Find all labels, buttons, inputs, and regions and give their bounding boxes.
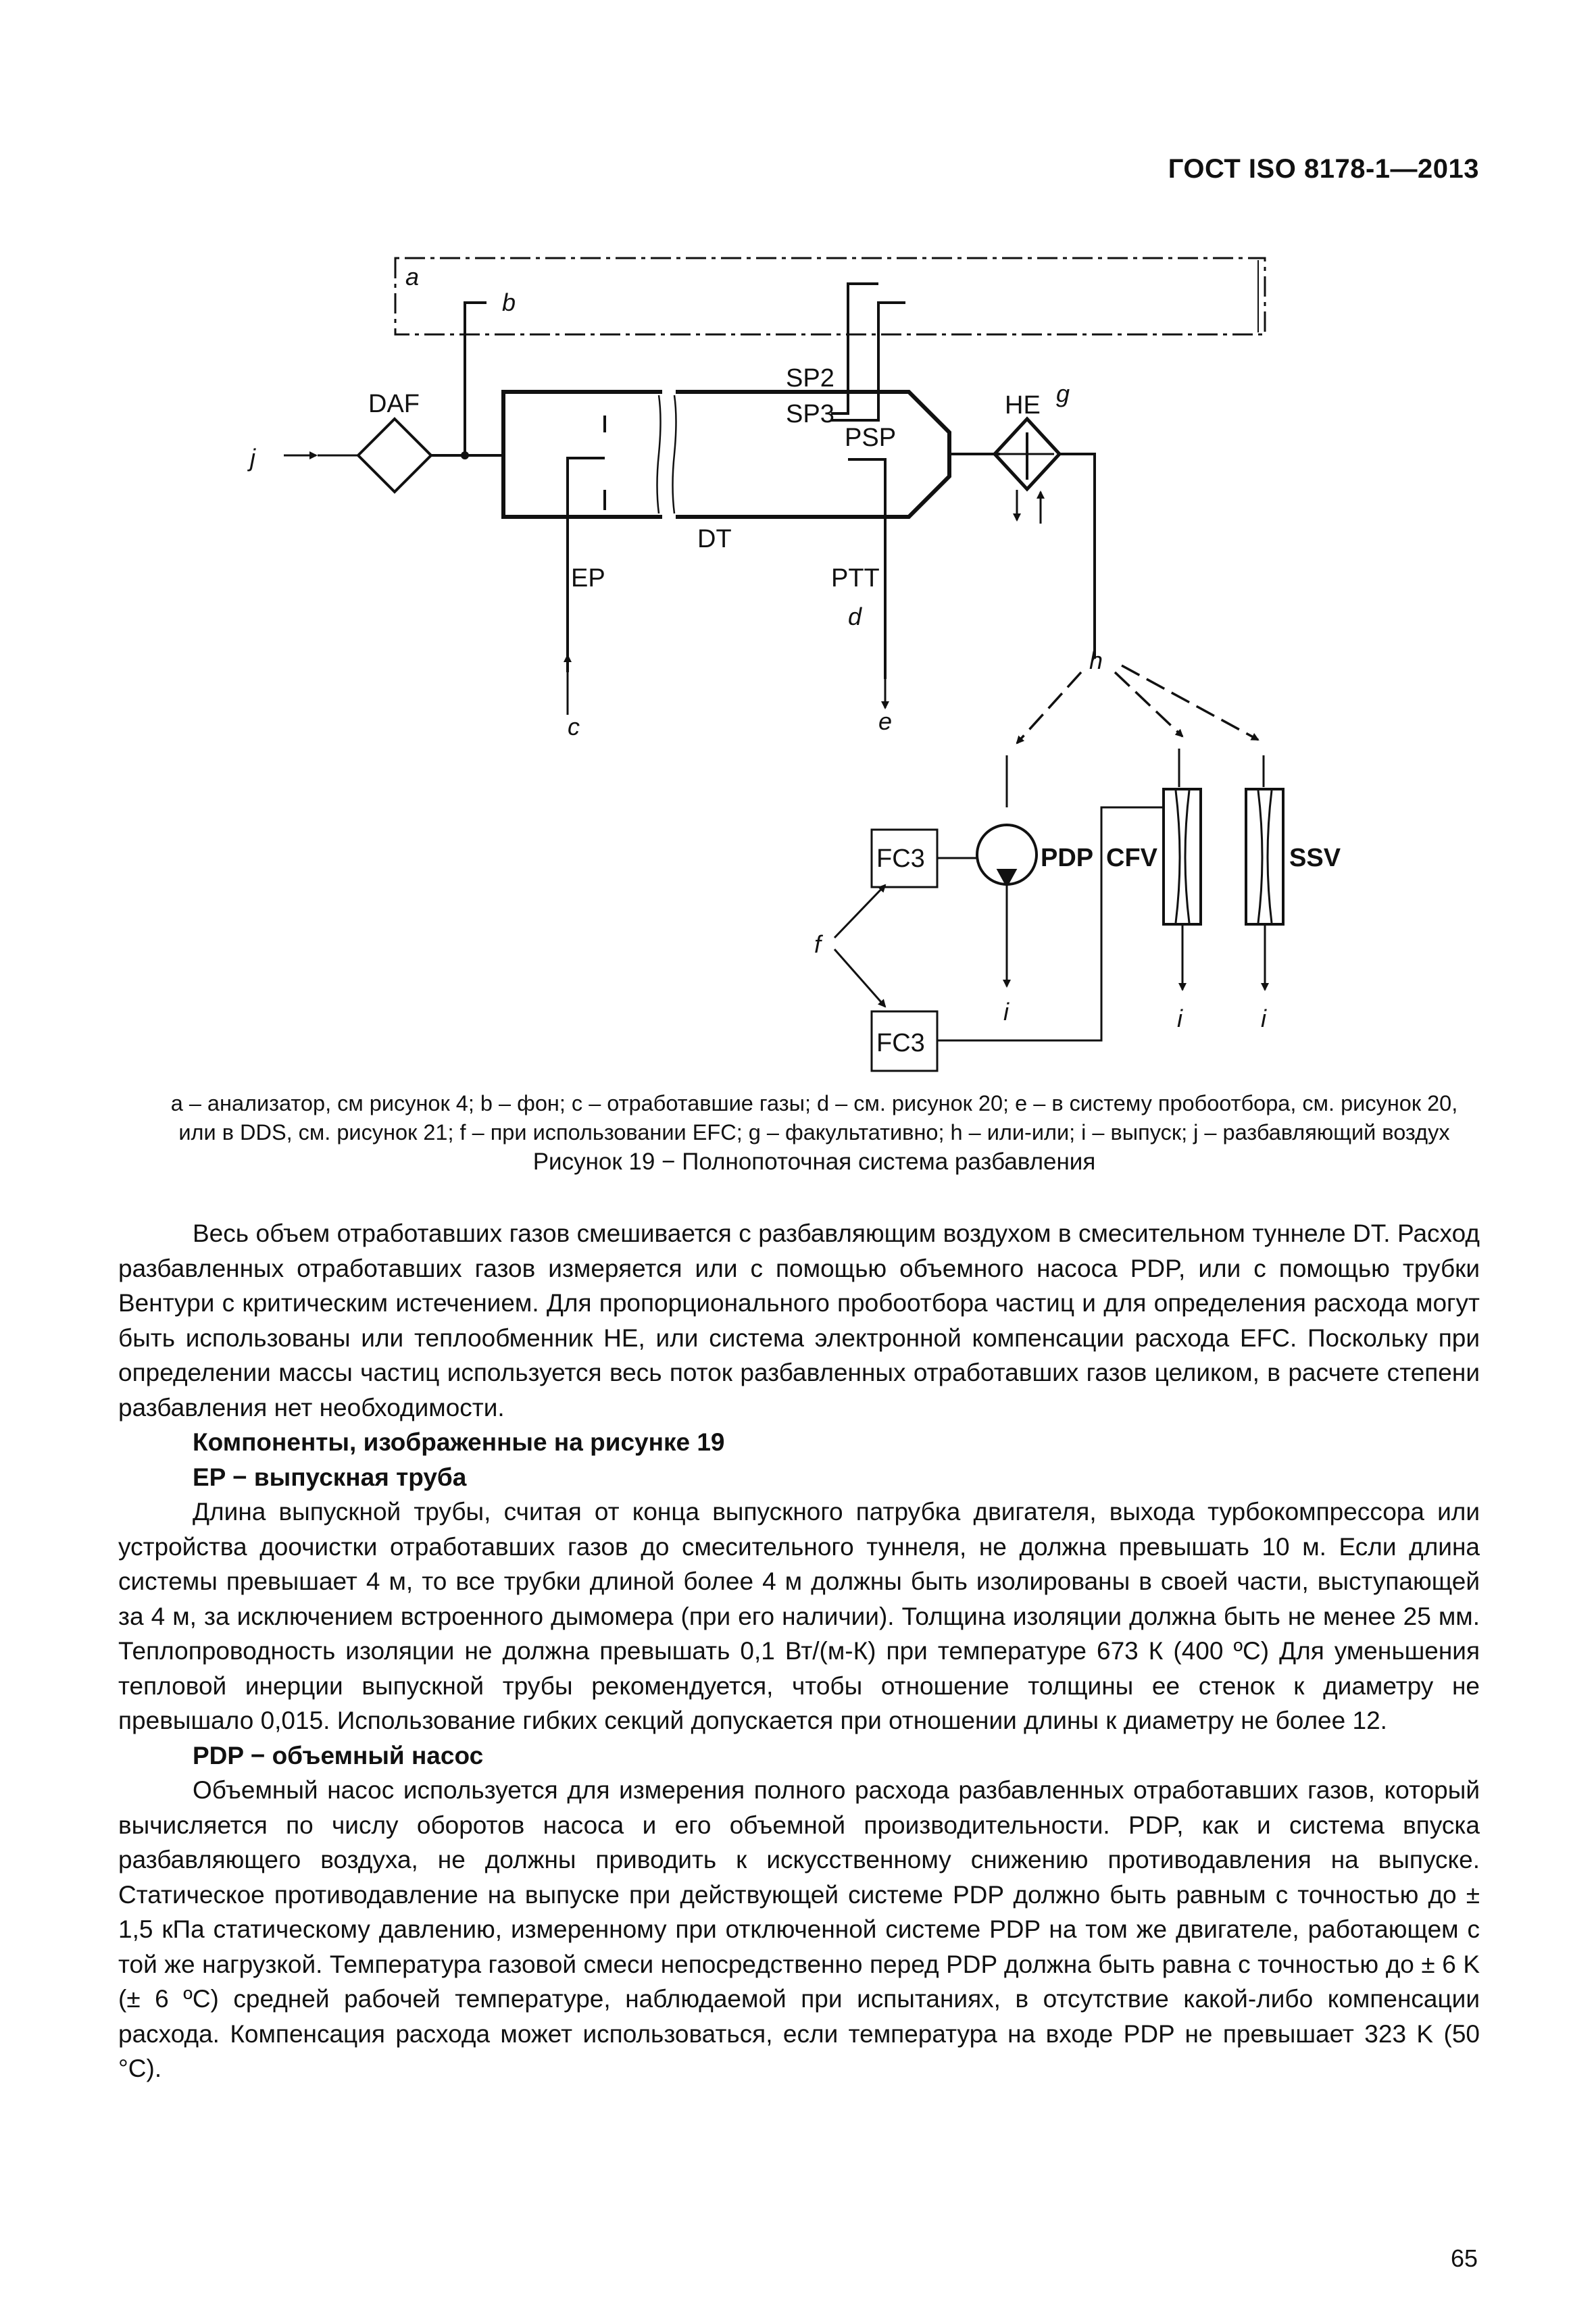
either-or-branches [1017, 665, 1258, 743]
label-i-3: i [1261, 1005, 1266, 1032]
label-g: g [1056, 380, 1070, 407]
label-b: b [502, 288, 516, 316]
page-number: 65 [1450, 2244, 1478, 2272]
label-e: e [878, 707, 893, 735]
figure-legend [155, 1089, 1473, 1147]
pdp-pump [977, 825, 1037, 885]
sample-probes [831, 284, 905, 420]
label-f: f [814, 930, 822, 958]
label-pdp: PDP [1041, 844, 1094, 872]
label-i-1: i [1003, 998, 1009, 1026]
dilution-system-schematic [0, 0, 1596, 1095]
body-text [118, 1216, 1480, 2086]
label-sp3: SP3 [786, 400, 834, 428]
label-cfv: CFV [1106, 844, 1157, 872]
label-h: h [1089, 647, 1103, 674]
label-fc3-bottom: FC3 [876, 1029, 925, 1057]
label-c: c [568, 713, 580, 740]
figure-caption: Рисунок 19 − Полнопоточная система разбавления [532, 1149, 1096, 1175]
label-fc3-top: FC3 [876, 845, 925, 873]
label-i-2: i [1177, 1005, 1182, 1032]
analyzer-frame [395, 258, 1265, 334]
daf-filter [358, 419, 431, 492]
label-he: HE [1005, 391, 1041, 420]
outflow-line [1059, 454, 1095, 659]
pdp-paragraph: Объемный насос используется для измерения полного расхода разбавленных отработавших газов, который вычисляется по числу оборотов насоса и его объемной производительности. PDP, как и система впуска разбавляющего воздуха, не должны приводить к искусственному снижению противодавления на выпуске. Статическое противодавление на выпуске при действующей системе PDP должно быть равным с точностью до ± 1,5 кПа статическому давлению, измеренному при отключенной системе PDP на том же двигателе, работающем с той же нагрузкой. Температура газовой смеси непосредственно перед PDP должна быть равна с точностью до ± 6 K (± 6 ºС) средней рабочей температуре, наблюдаемой при испытаниях, в отсутствие какой-либо компенсации расхода. Компенсация расхода может использоваться, если температура на входе PDP не превышает 323 K (50 °С). [118, 1776, 1480, 2082]
label-ptt: PTT [831, 564, 880, 593]
heat-exchanger [995, 419, 1059, 489]
label-d: d [848, 603, 862, 630]
ssv-venturi [1246, 789, 1283, 924]
background-line [465, 303, 487, 455]
dilution-tunnel [503, 392, 949, 517]
ep-heading: EP − выпускная труба [193, 1463, 467, 1491]
label-daf: DAF [368, 390, 420, 418]
standard-header: ГОСТ ISO 8178-1—2013 [1168, 154, 1479, 184]
figure-19-diagram [0, 0, 1596, 1095]
legend-line: a – анализатор, см рисунок 4; b – фон; c – отработавшие газы; d – см. рисунок 20; e – в систему пробоотбора, см. рисунок 20, [170, 1091, 1458, 1115]
label-ssv: SSV [1289, 844, 1341, 872]
label-psp: PSP [845, 424, 897, 452]
legend-line: или в DDS, см. рисунок 21; f – при использовании EFC; g – факультативно; h – или-или; i – выпуск; j – разбавляющий воздух [178, 1120, 1450, 1145]
ep-paragraph: Длина выпускной трубы, считая от конца выпускного патрубка двигателя, выхода турбокомпрессора или устройства доочистки отработавших газов до смесительного туннеля, не должна превышать 10 м. Если длина системы превышает 4 м, то все трубки длиной более 4 м должны быть изолированы в своей части, выступающей за 4 м, за исключением встроенного дымомера (при его наличии). Толщина изоляции должна быть не менее 25 мм. Теплопроводность изоляции не должна превышать 0,1 Вт/(м-К) при температуре 673 К (400 ºС) Для уменьшения тепловой инерции выпускной трубы рекомендуется, чтобы отношение толщины ее стенок к диаметру не превышало 0,015. Использование гибких секций допускается при отношении длины к диаметру не более 12. [118, 1498, 1480, 1734]
exhaust-pipe [568, 416, 605, 672]
intro-paragraph: Весь объем отработавших газов смешивается с разбавляющим воздухом в смесительном туннеле DT. Расход разбавленных отработавших газов измеряется или с помощью объемного насоса PDP, или с помощью трубки Вентури с критическим истечением. Для пропорционального пробоотбора частиц и для определения расхода могут быть использованы или теплообменник HE, или система электронной компенсации расхода EFC. Поскольку при определении массы частиц используется весь поток разбавленных отработавших газов целиком, в расчете степени разбавления нет необходимости. [118, 1219, 1480, 1422]
components-heading: Компоненты, изображенные на рисунке 19 [193, 1428, 725, 1456]
label-j: j [250, 444, 255, 472]
label-ep: EP [571, 564, 605, 593]
label-sp2: SP2 [786, 364, 834, 393]
label-dt: DT [697, 525, 732, 553]
cfv-venturi [1164, 789, 1201, 924]
pdp-heading: PDP − объемный насос [193, 1741, 484, 1769]
label-a: a [405, 263, 420, 291]
